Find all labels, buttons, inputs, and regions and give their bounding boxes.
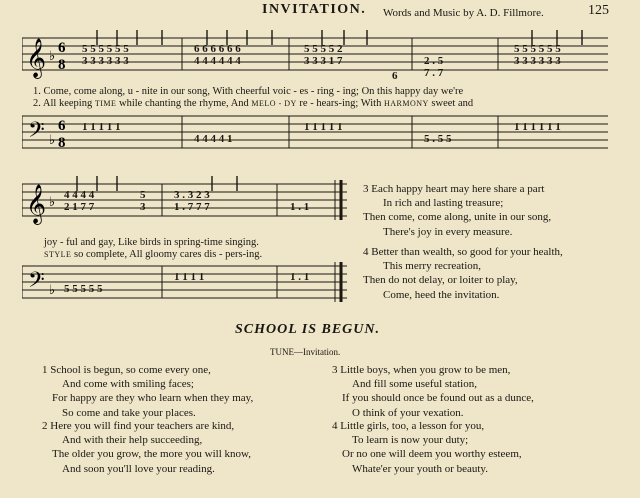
svg-text:7 . 7: 7 . 7 — [424, 67, 444, 79]
svg-text:1 1 1 1 1: 1 1 1 1 1 — [304, 121, 343, 133]
svg-text:♭: ♭ — [49, 282, 56, 297]
system1-lyric-line-2: 2. All keeping TIME while chanting the rhyme, And MELO - DY re - hears-ing; With HARMONY sweet and — [33, 98, 474, 109]
svg-text:1 1 1 1 1 1: 1 1 1 1 1 1 — [514, 121, 561, 133]
poem-stanza-2: 2 Here you will find your teachers are kind, And with their help succeeding, The older you grow, the more you will know, And soon you'll love your reading. — [42, 420, 251, 475]
svg-text:3 . 3 2 3: 3 . 3 2 3 — [174, 189, 210, 201]
svg-text:6: 6 — [392, 70, 398, 82]
song-verse-3: 3 Each happy heart may here share a part In rich and lasting treasure; Then come, come along, unite in our song, There's joy in every measure. — [363, 183, 552, 238]
svg-text:8: 8 — [58, 135, 66, 151]
song-title: INVITATION. — [262, 2, 367, 17]
page-number: 125 — [588, 3, 609, 18]
svg-text:1 . 1: 1 . 1 — [290, 271, 310, 283]
time-signature-bottom: 8 — [58, 57, 66, 73]
system2-bass-staff — [22, 258, 352, 308]
svg-text:6: 6 — [58, 118, 66, 134]
svg-text:4 4 4 4 1: 4 4 4 4 1 — [194, 133, 233, 145]
svg-text:3 3 3 3 3 3: 3 3 3 3 3 3 — [514, 55, 561, 67]
svg-text:5 . 5 5: 5 . 5 5 — [424, 133, 452, 145]
svg-text:5 5 5 5 5: 5 5 5 5 5 — [64, 283, 103, 295]
svg-text:1 . 7 7 7: 1 . 7 7 7 — [174, 201, 210, 213]
poem-stanza-1: 1 School is begun, so come every one, And come with smiling faces; For happy are they who learn when they may, So come and take your places. — [42, 364, 254, 419]
svg-text:4 4 4 4: 4 4 4 4 — [64, 189, 95, 201]
svg-text:3 3 3 3 3 3: 3 3 3 3 3 3 — [82, 55, 129, 67]
svg-text:1 1 1 1: 1 1 1 1 — [174, 271, 205, 283]
system1-lyric-line-1: 1. Come, come along, u - nite in our song, With cheerful voic - es - ring - ing; On this happy day we're — [33, 86, 464, 97]
svg-text:𝄞: 𝄞 — [26, 186, 47, 223]
svg-text:5: 5 — [140, 189, 146, 201]
bass-clef-icon: 𝄢 — [28, 118, 45, 147]
svg-text:6 6 6 6 6 6: 6 6 6 6 6 6 — [194, 43, 241, 55]
system1-treble-staff — [22, 30, 610, 90]
time-signature-top: 6 — [58, 40, 66, 56]
svg-text:5 5 5 5 5 5: 5 5 5 5 5 5 — [82, 43, 129, 55]
svg-text:1 1 1 1 1: 1 1 1 1 1 — [82, 121, 121, 133]
svg-text:5 5 5 5 2: 5 5 5 5 2 — [304, 43, 343, 55]
system2-lyric-line-1: joy - ful and gay, Like birds in spring-time singing. — [44, 237, 259, 248]
treble-clef-icon: 𝄞 — [26, 40, 47, 77]
svg-text:♭: ♭ — [49, 132, 56, 147]
poem-stanza-3: 3 Little boys, when you grow to be men, And fill some useful station, If you should once be found out as a dunce, O think of your vexation. — [332, 364, 534, 419]
system2-treble-staff — [22, 176, 352, 236]
svg-text:2 . 5: 2 . 5 — [424, 55, 444, 67]
svg-text:𝄢: 𝄢 — [28, 268, 45, 297]
poem-tune: TUNE—Invitation. — [270, 347, 341, 357]
poem-title: SCHOOL IS BEGUN. — [235, 322, 381, 337]
svg-text:4 4 4 4 4 4: 4 4 4 4 4 4 — [194, 55, 241, 67]
flat-icon: ♭ — [49, 48, 56, 63]
svg-text:♭: ♭ — [49, 194, 56, 209]
svg-text:1 . 1: 1 . 1 — [290, 201, 310, 213]
svg-text:3: 3 — [140, 201, 146, 213]
system1-bass-staff — [22, 108, 610, 158]
song-credit: Words and Music by A. D. Fillmore. — [383, 7, 544, 19]
song-verse-4: 4 Better than wealth, so good for your health, This merry recreation, Then do not delay, or loiter to play, Come, heed the invitation. — [363, 246, 563, 301]
svg-text:3 3 3 1 7: 3 3 3 1 7 — [304, 55, 343, 67]
svg-text:2 1 7 7: 2 1 7 7 — [64, 201, 95, 213]
poem-stanza-4: 4 Little girls, too, a lesson for you, To learn is now your duty; Or no one will deem you worthy esteem, Whate'er your youth or beauty. — [332, 420, 522, 475]
system2-lyric-line-2: STYLE so complete, All gloomy cares dis - pers-ing. — [44, 249, 263, 260]
svg-text:5 5 5 5 5 5: 5 5 5 5 5 5 — [514, 43, 561, 55]
